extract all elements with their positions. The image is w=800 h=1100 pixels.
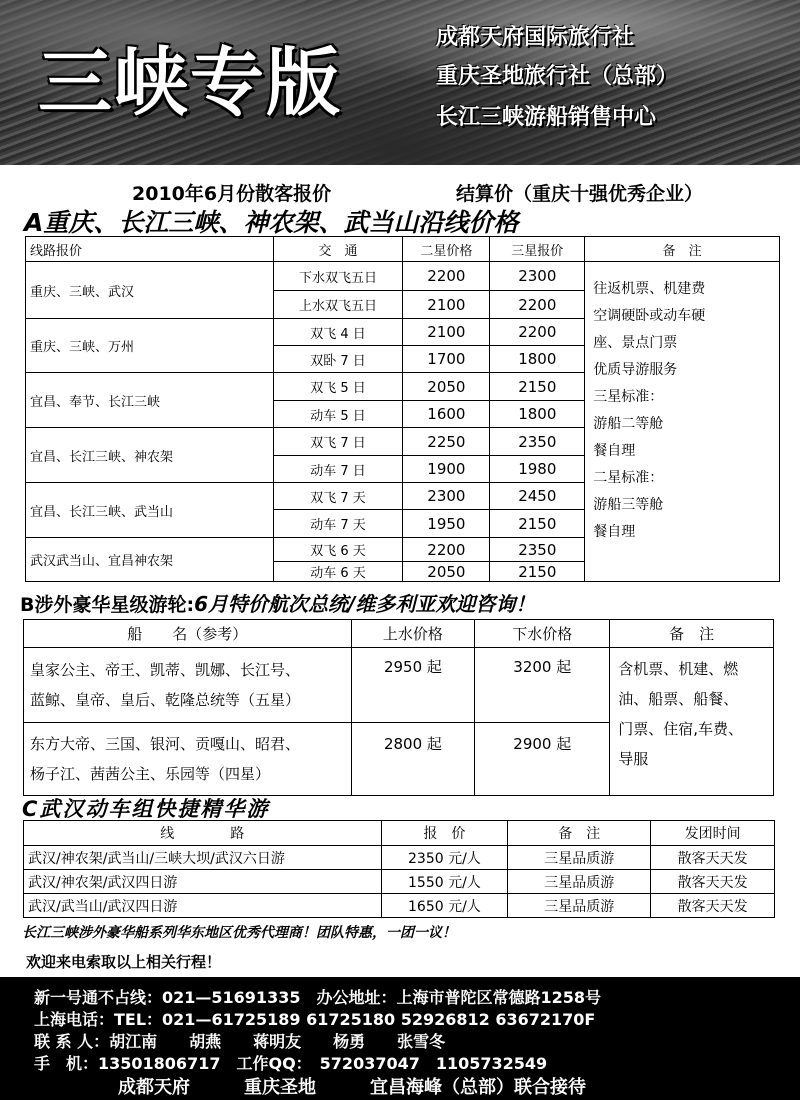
price-cell: 1550 元/人 bbox=[381, 870, 508, 894]
col-transport: 交 通 bbox=[273, 237, 403, 262]
price-3star: 1800 bbox=[490, 346, 585, 373]
note-line: 游船二等舱 bbox=[593, 416, 664, 432]
price-cell: 1650 元/人 bbox=[381, 894, 508, 918]
price-2star: 2250 bbox=[403, 428, 490, 456]
notes-cell bbox=[610, 648, 774, 796]
price-3star: 2350 bbox=[490, 428, 585, 456]
col-up-price: 上水价格 bbox=[351, 620, 475, 648]
route-cell: 宜昌、奉节、长江三峡 bbox=[26, 373, 274, 428]
price-2star: 2200 bbox=[403, 538, 490, 562]
route-cell: 武汉/神农架/武当山/三峡大坝/武汉六日游 bbox=[24, 846, 382, 870]
route-cell: 宜昌、长江三峡、神农架 bbox=[26, 428, 274, 483]
contact-footer bbox=[0, 977, 800, 1100]
transport-cell: 双飞 7 日 bbox=[273, 428, 403, 456]
col-ship: 船 名（参考） bbox=[24, 620, 352, 648]
shanghai-phones: 上海电话：TEL：021—61725189 61725180 52926812 63672170F bbox=[34, 1010, 596, 1029]
banner-title: 三峡专版 bbox=[38, 40, 342, 126]
note-line: 三星标准： bbox=[593, 389, 664, 405]
route-cell: 武汉/武当山/武汉四日游 bbox=[24, 894, 382, 918]
table-row bbox=[24, 894, 775, 918]
departure-cell: 散客天天发 bbox=[651, 894, 775, 918]
ship-names bbox=[24, 723, 352, 796]
note-line: 含机票、机建、燃 bbox=[618, 660, 739, 678]
note-line: 餐自理 bbox=[593, 524, 636, 540]
joint-reception: 成都天府 重庆圣地 宜昌海峰（总部）联合接待 bbox=[118, 1077, 586, 1098]
transport-cell: 动车 7 天 bbox=[273, 510, 403, 538]
price-cell: 2350 元/人 bbox=[381, 846, 508, 870]
price-3star: 2150 bbox=[490, 373, 585, 401]
note-line: 餐自理 bbox=[593, 443, 636, 459]
note-line: 空调硬卧或动车硬 bbox=[593, 308, 706, 324]
ship-line: 杨子江、茜茜公主、乐园等（四星） bbox=[30, 765, 271, 783]
price-date-heading: 2010年6月份散客报价 bbox=[132, 183, 332, 205]
notes-cell bbox=[585, 262, 780, 582]
table-row bbox=[24, 846, 775, 870]
down-price: 2900 起 bbox=[475, 723, 610, 796]
up-price: 2950 起 bbox=[351, 648, 475, 723]
welcome-text: 欢迎来电索取以上相关行程！ bbox=[26, 953, 222, 971]
table-row bbox=[26, 262, 780, 291]
section-b-suffix: 6月特价航次总统/维多利亚欢迎咨询！ bbox=[194, 592, 536, 616]
departure-cell: 散客天天发 bbox=[651, 870, 775, 894]
transport-cell: 双飞 5 日 bbox=[273, 373, 403, 401]
settlement-heading: 结算价（重庆十强优秀企业） bbox=[456, 183, 704, 205]
price-3star: 2300 bbox=[490, 262, 585, 291]
col-price: 报 价 bbox=[381, 821, 508, 846]
transport-cell: 上水双飞五日 bbox=[273, 291, 403, 319]
down-price: 3200 起 bbox=[475, 648, 610, 723]
note-line: 游船三等舱 bbox=[593, 497, 664, 513]
price-3star: 2350 bbox=[490, 538, 585, 562]
note-cell: 三星品质游 bbox=[508, 894, 651, 918]
note-line: 门票、住宿,车费、 bbox=[618, 720, 743, 738]
ship-names bbox=[24, 648, 352, 723]
col-2star: 二星价格 bbox=[403, 237, 490, 262]
price-2star: 2300 bbox=[403, 483, 490, 510]
note-line: 优质导游服务 bbox=[593, 362, 678, 378]
price-2star: 2100 bbox=[403, 291, 490, 319]
route-cell: 重庆、三峡、万州 bbox=[26, 319, 274, 373]
price-2star: 1900 bbox=[403, 456, 490, 483]
route-cell: 武汉武当山、宜昌神农架 bbox=[26, 538, 274, 582]
col-route: 线 路 bbox=[24, 821, 382, 846]
col-3star: 三星报价 bbox=[490, 237, 585, 262]
price-2star: 1700 bbox=[403, 346, 490, 373]
section-b-title bbox=[20, 588, 535, 617]
contacts: 联 系 人：胡江南 胡燕 蒋明友 杨勇 张雪冬 bbox=[34, 1032, 446, 1051]
note-cell: 三星品质游 bbox=[508, 870, 651, 894]
table-header-row bbox=[24, 620, 774, 648]
price-2star: 1950 bbox=[403, 510, 490, 538]
ship-line: 蓝鲸、皇帝、皇后、乾隆总统等（五星） bbox=[30, 691, 301, 709]
col-notes: 备 注 bbox=[610, 620, 774, 648]
section-a-title: A重庆、长江三峡、神农架、武当山沿线价格 bbox=[24, 208, 519, 237]
table-header-row bbox=[24, 821, 775, 846]
price-2star: 1600 bbox=[403, 401, 490, 428]
col-down-price: 下水价格 bbox=[475, 620, 610, 648]
agency-1: 成都天府国际旅行社 bbox=[436, 25, 635, 50]
slogan: 长江三峡涉外豪华船系列华东地区优秀代理商！团队特惠，一团一议！ bbox=[22, 925, 456, 941]
note-line: 二星标准： bbox=[593, 470, 664, 486]
col-notes: 备 注 bbox=[585, 237, 780, 262]
departure-cell: 散客天天发 bbox=[651, 846, 775, 870]
note-cell: 三星品质游 bbox=[508, 846, 651, 870]
mobile-qq: 手 机：13501806717 工作QQ： 572037047 1105732549 bbox=[34, 1054, 548, 1073]
price-3star: 2450 bbox=[490, 483, 585, 510]
route-cell: 武汉/神农架/武汉四日游 bbox=[24, 870, 382, 894]
transport-cell: 动车 6 天 bbox=[273, 562, 403, 582]
transport-cell: 双飞 6 天 bbox=[273, 538, 403, 562]
transport-cell: 动车 5 日 bbox=[273, 401, 403, 428]
table-row bbox=[24, 870, 775, 894]
transport-cell: 双飞 4 日 bbox=[273, 319, 403, 346]
note-line: 座、景点门票 bbox=[593, 335, 678, 351]
price-2star: 2200 bbox=[403, 262, 490, 291]
price-2star: 2050 bbox=[403, 373, 490, 401]
price-2star: 2050 bbox=[403, 562, 490, 582]
price-3star: 2150 bbox=[490, 562, 585, 582]
price-3star: 2150 bbox=[490, 510, 585, 538]
transport-cell: 动车 7 日 bbox=[273, 456, 403, 483]
header-banner bbox=[0, 0, 800, 165]
route-cell: 重庆、三峡、武汉 bbox=[26, 262, 274, 319]
up-price: 2800 起 bbox=[351, 723, 475, 796]
ship-line: 东方大帝、三国、银河、贡嘎山、昭君、 bbox=[30, 735, 301, 753]
transport-cell: 双卧 7 日 bbox=[273, 346, 403, 373]
section-c-table bbox=[23, 820, 775, 918]
section-b-prefix: B涉外豪华星级游轮: bbox=[20, 594, 195, 616]
transport-cell: 双飞 7 天 bbox=[273, 483, 403, 510]
route-cell: 宜昌、长江三峡、武当山 bbox=[26, 483, 274, 538]
price-2star: 2100 bbox=[403, 319, 490, 346]
col-notes: 备 注 bbox=[508, 821, 651, 846]
section-b-table bbox=[23, 619, 774, 796]
table-row bbox=[24, 648, 774, 723]
price-3star: 2200 bbox=[490, 291, 585, 319]
note-line: 油、船票、船餐、 bbox=[618, 690, 739, 708]
note-line: 往返机票、机建费 bbox=[593, 281, 706, 297]
ship-line: 皇家公主、帝王、凯蒂、凯娜、长江号、 bbox=[30, 661, 301, 679]
price-3star: 2200 bbox=[490, 319, 585, 346]
transport-cell: 下水双飞五日 bbox=[273, 262, 403, 291]
col-route: 线路报价 bbox=[26, 237, 274, 262]
col-departure: 发团时间 bbox=[651, 821, 775, 846]
agency-2: 重庆圣地旅行社（总部） bbox=[436, 64, 679, 89]
table-header-row bbox=[26, 237, 780, 262]
note-line: 导服 bbox=[618, 750, 649, 768]
price-3star: 1980 bbox=[490, 456, 585, 483]
section-c-title: C武汉动车组快捷精华游 bbox=[22, 797, 270, 821]
agency-3: 长江三峡游船销售中心 bbox=[436, 105, 657, 130]
section-a-table bbox=[25, 236, 780, 582]
price-3star: 1800 bbox=[490, 401, 585, 428]
hotline-address: 新一号通不占线：021—51691335 办公地址：上海市普陀区常德路1258号 bbox=[34, 988, 601, 1007]
